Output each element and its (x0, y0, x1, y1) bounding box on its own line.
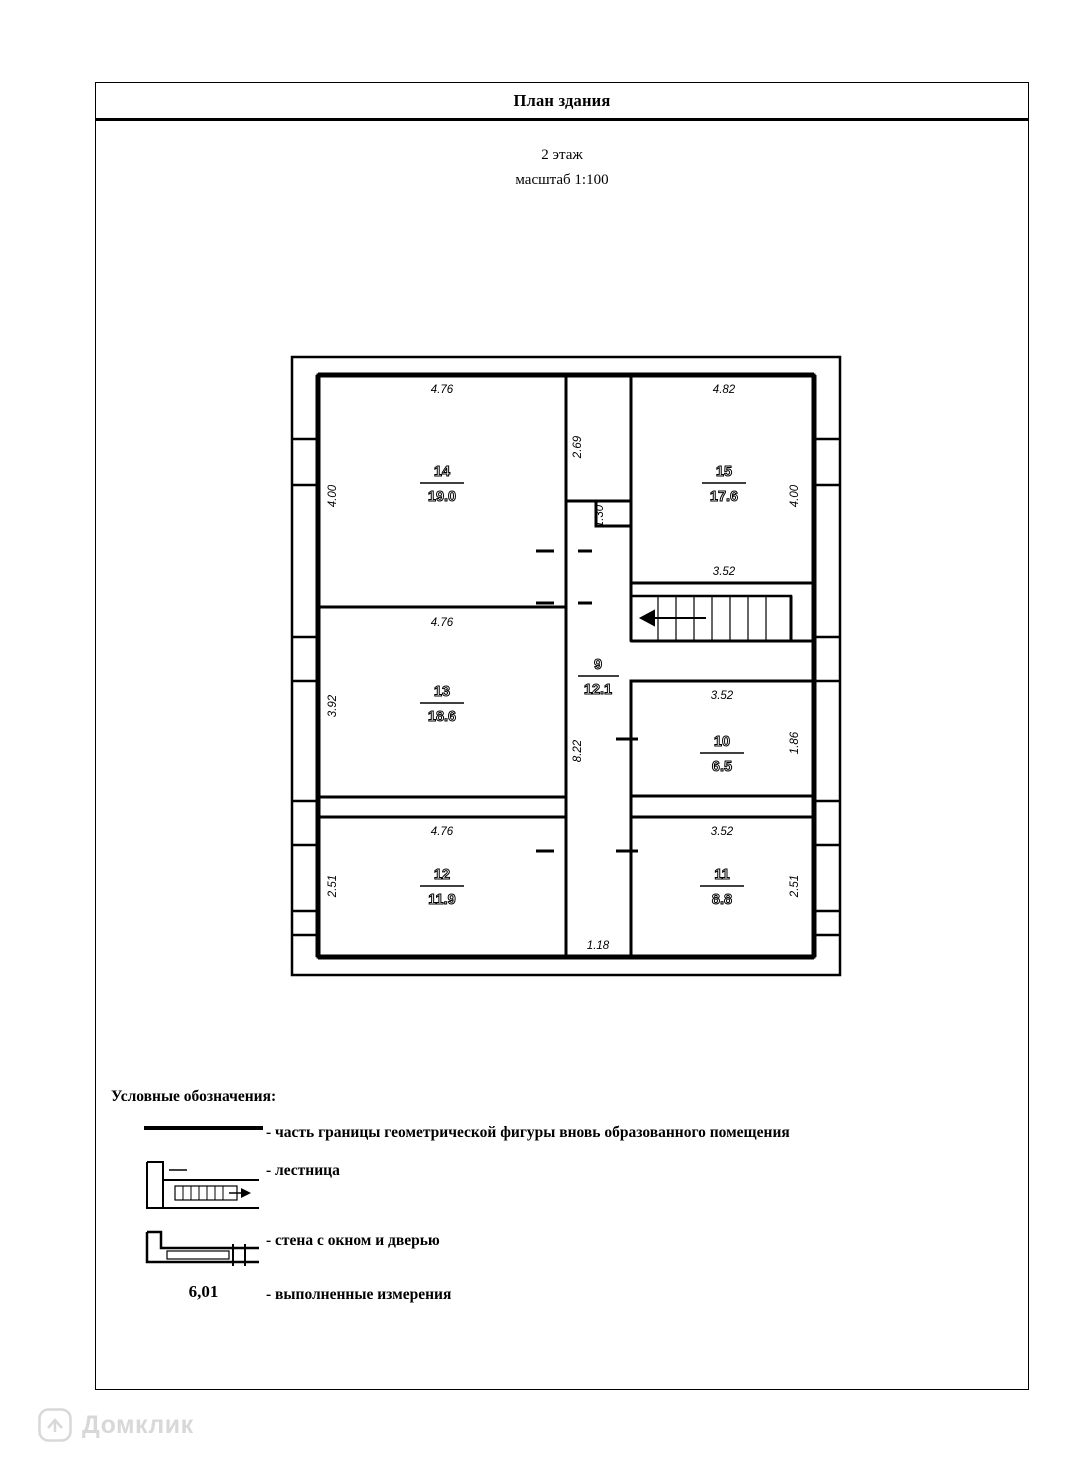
room-area: 18.6 (427, 709, 457, 725)
dimension-label: 4.76 (430, 384, 454, 396)
document-frame (95, 82, 1029, 1390)
plan-subtitle (96, 143, 1028, 193)
dimension-label: 4.82 (712, 384, 736, 396)
room-number: 14 (433, 464, 451, 480)
dimension-label: 3.52 (710, 690, 734, 702)
room-area: 6.5 (711, 759, 733, 775)
legend-item-measurement (111, 1282, 1011, 1306)
room-area: 19.0 (427, 489, 457, 505)
document-title-bar (96, 83, 1028, 121)
watermark (38, 1408, 194, 1442)
legend-item-boundary (111, 1120, 1011, 1144)
room-number: 13 (433, 684, 451, 700)
dimension-label: 3.52 (710, 826, 734, 838)
dimension-label: 4.76 (430, 617, 454, 629)
dimension-label: 3.52 (712, 566, 736, 578)
room-area: 17.6 (709, 489, 739, 505)
page-title: План здания (513, 90, 611, 110)
room-number: 15 (715, 464, 733, 480)
room-area: 8.8 (711, 892, 733, 908)
dimension-label: 1.30 (594, 504, 606, 528)
legend-item-wall-label: - стена с окном и дверью (266, 1232, 440, 1249)
dimension-label: 2.51 (789, 874, 801, 898)
legend-item-stairs-label: - лестница (266, 1162, 340, 1179)
thick-line-icon (111, 1120, 266, 1136)
dimension-label: 4.00 (789, 484, 801, 508)
dimension-label: 3.92 (327, 694, 339, 718)
wall-window-door-icon (111, 1228, 266, 1268)
legend-item-stairs (111, 1158, 1011, 1214)
legend-item-wall (111, 1228, 1011, 1268)
domclick-logo-icon (38, 1408, 72, 1442)
dimension-label: 2.51 (327, 874, 339, 898)
floor-label: 2 этаж (541, 147, 583, 163)
scale-label: масштаб 1:100 (515, 172, 609, 188)
floor-plan-drawing (286, 351, 846, 981)
room-number: 12 (433, 867, 451, 883)
dimension-label: 4.76 (430, 826, 454, 838)
dimension-label: 8.22 (572, 739, 584, 763)
stairs-icon (111, 1158, 266, 1214)
legend (111, 1088, 1011, 1306)
dimension-label: 2.69 (572, 435, 584, 459)
dimension-label: 1.86 (789, 731, 801, 755)
dimension-label: 1.18 (586, 940, 610, 952)
room-area: 12.1 (583, 682, 613, 698)
room-number: 9 (593, 657, 603, 673)
dimension-label: 4.00 (327, 484, 339, 508)
room-number: 10 (713, 734, 731, 750)
legend-item-measurement-label: - выполненные измерения (266, 1286, 452, 1303)
legend-item-boundary-label: - часть границы геометрической фигуры вновь образованного помещения (266, 1124, 790, 1141)
measurement-sample-value: 6,01 (188, 1282, 219, 1301)
room-number: 11 (714, 867, 730, 883)
legend-title: Условные обозначения: (111, 1088, 277, 1105)
watermark-text: Домклик (82, 1410, 194, 1439)
room-area: 11.9 (428, 892, 456, 908)
